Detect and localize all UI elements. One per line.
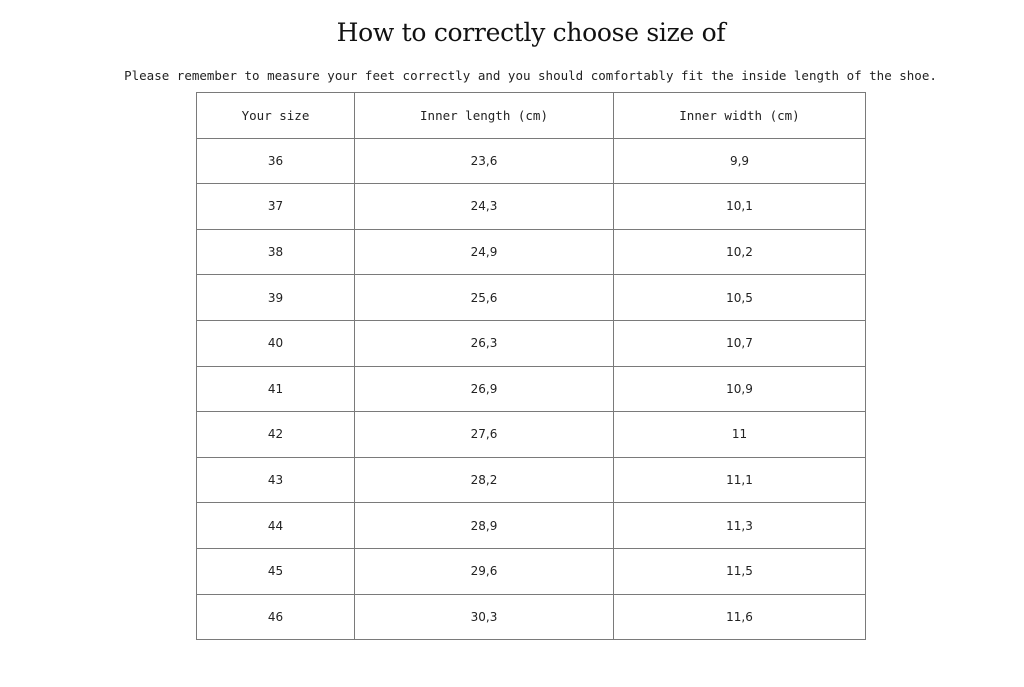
table-row xyxy=(197,138,866,184)
size-cell: 45 xyxy=(197,548,355,594)
page-title: How to correctly choose size of xyxy=(336,18,726,47)
size-cell: 36 xyxy=(197,138,355,184)
table-row xyxy=(197,366,866,412)
inner-width-cell: 11 xyxy=(614,412,866,458)
page-subtitle: Please remember to measure your feet correctly and you should comfortably fit the inside length of the shoe. xyxy=(124,68,937,83)
inner-length-cell: 26,3 xyxy=(355,320,614,366)
size-cell: 41 xyxy=(197,366,355,412)
inner-length-cell: 29,6 xyxy=(355,548,614,594)
header-inner-width: Inner width (cm) xyxy=(614,93,866,139)
inner-length-cell: 24,3 xyxy=(355,184,614,230)
inner-width-cell: 10,9 xyxy=(614,366,866,412)
table-row xyxy=(197,457,866,503)
inner-width-cell: 9,9 xyxy=(614,138,866,184)
size-cell: 39 xyxy=(197,275,355,321)
header-your-size: Your size xyxy=(197,93,355,139)
inner-length-cell: 30,3 xyxy=(355,594,614,640)
table-row xyxy=(197,184,866,230)
table-row xyxy=(197,548,866,594)
inner-width-cell: 10,5 xyxy=(614,275,866,321)
inner-width-cell: 11,3 xyxy=(614,503,866,549)
size-table xyxy=(196,92,866,640)
table-row xyxy=(197,594,866,640)
size-cell: 46 xyxy=(197,594,355,640)
inner-width-cell: 11,1 xyxy=(614,457,866,503)
size-cell: 44 xyxy=(197,503,355,549)
table-row xyxy=(197,275,866,321)
header-inner-length: Inner length (cm) xyxy=(355,93,614,139)
inner-length-cell: 26,9 xyxy=(355,366,614,412)
size-cell: 38 xyxy=(197,229,355,275)
size-cell: 42 xyxy=(197,412,355,458)
table-row xyxy=(197,229,866,275)
inner-width-cell: 11,5 xyxy=(614,548,866,594)
table-row xyxy=(197,320,866,366)
size-cell: 37 xyxy=(197,184,355,230)
inner-width-cell: 10,2 xyxy=(614,229,866,275)
table-row xyxy=(197,412,866,458)
table-header-row xyxy=(197,93,866,139)
inner-width-cell: 11,6 xyxy=(614,594,866,640)
size-cell: 40 xyxy=(197,320,355,366)
inner-length-cell: 28,9 xyxy=(355,503,614,549)
inner-length-cell: 25,6 xyxy=(355,275,614,321)
inner-width-cell: 10,1 xyxy=(614,184,866,230)
table-row xyxy=(197,503,866,549)
inner-length-cell: 27,6 xyxy=(355,412,614,458)
inner-length-cell: 28,2 xyxy=(355,457,614,503)
inner-width-cell: 10,7 xyxy=(614,320,866,366)
inner-length-cell: 24,9 xyxy=(355,229,614,275)
inner-length-cell: 23,6 xyxy=(355,138,614,184)
size-cell: 43 xyxy=(197,457,355,503)
